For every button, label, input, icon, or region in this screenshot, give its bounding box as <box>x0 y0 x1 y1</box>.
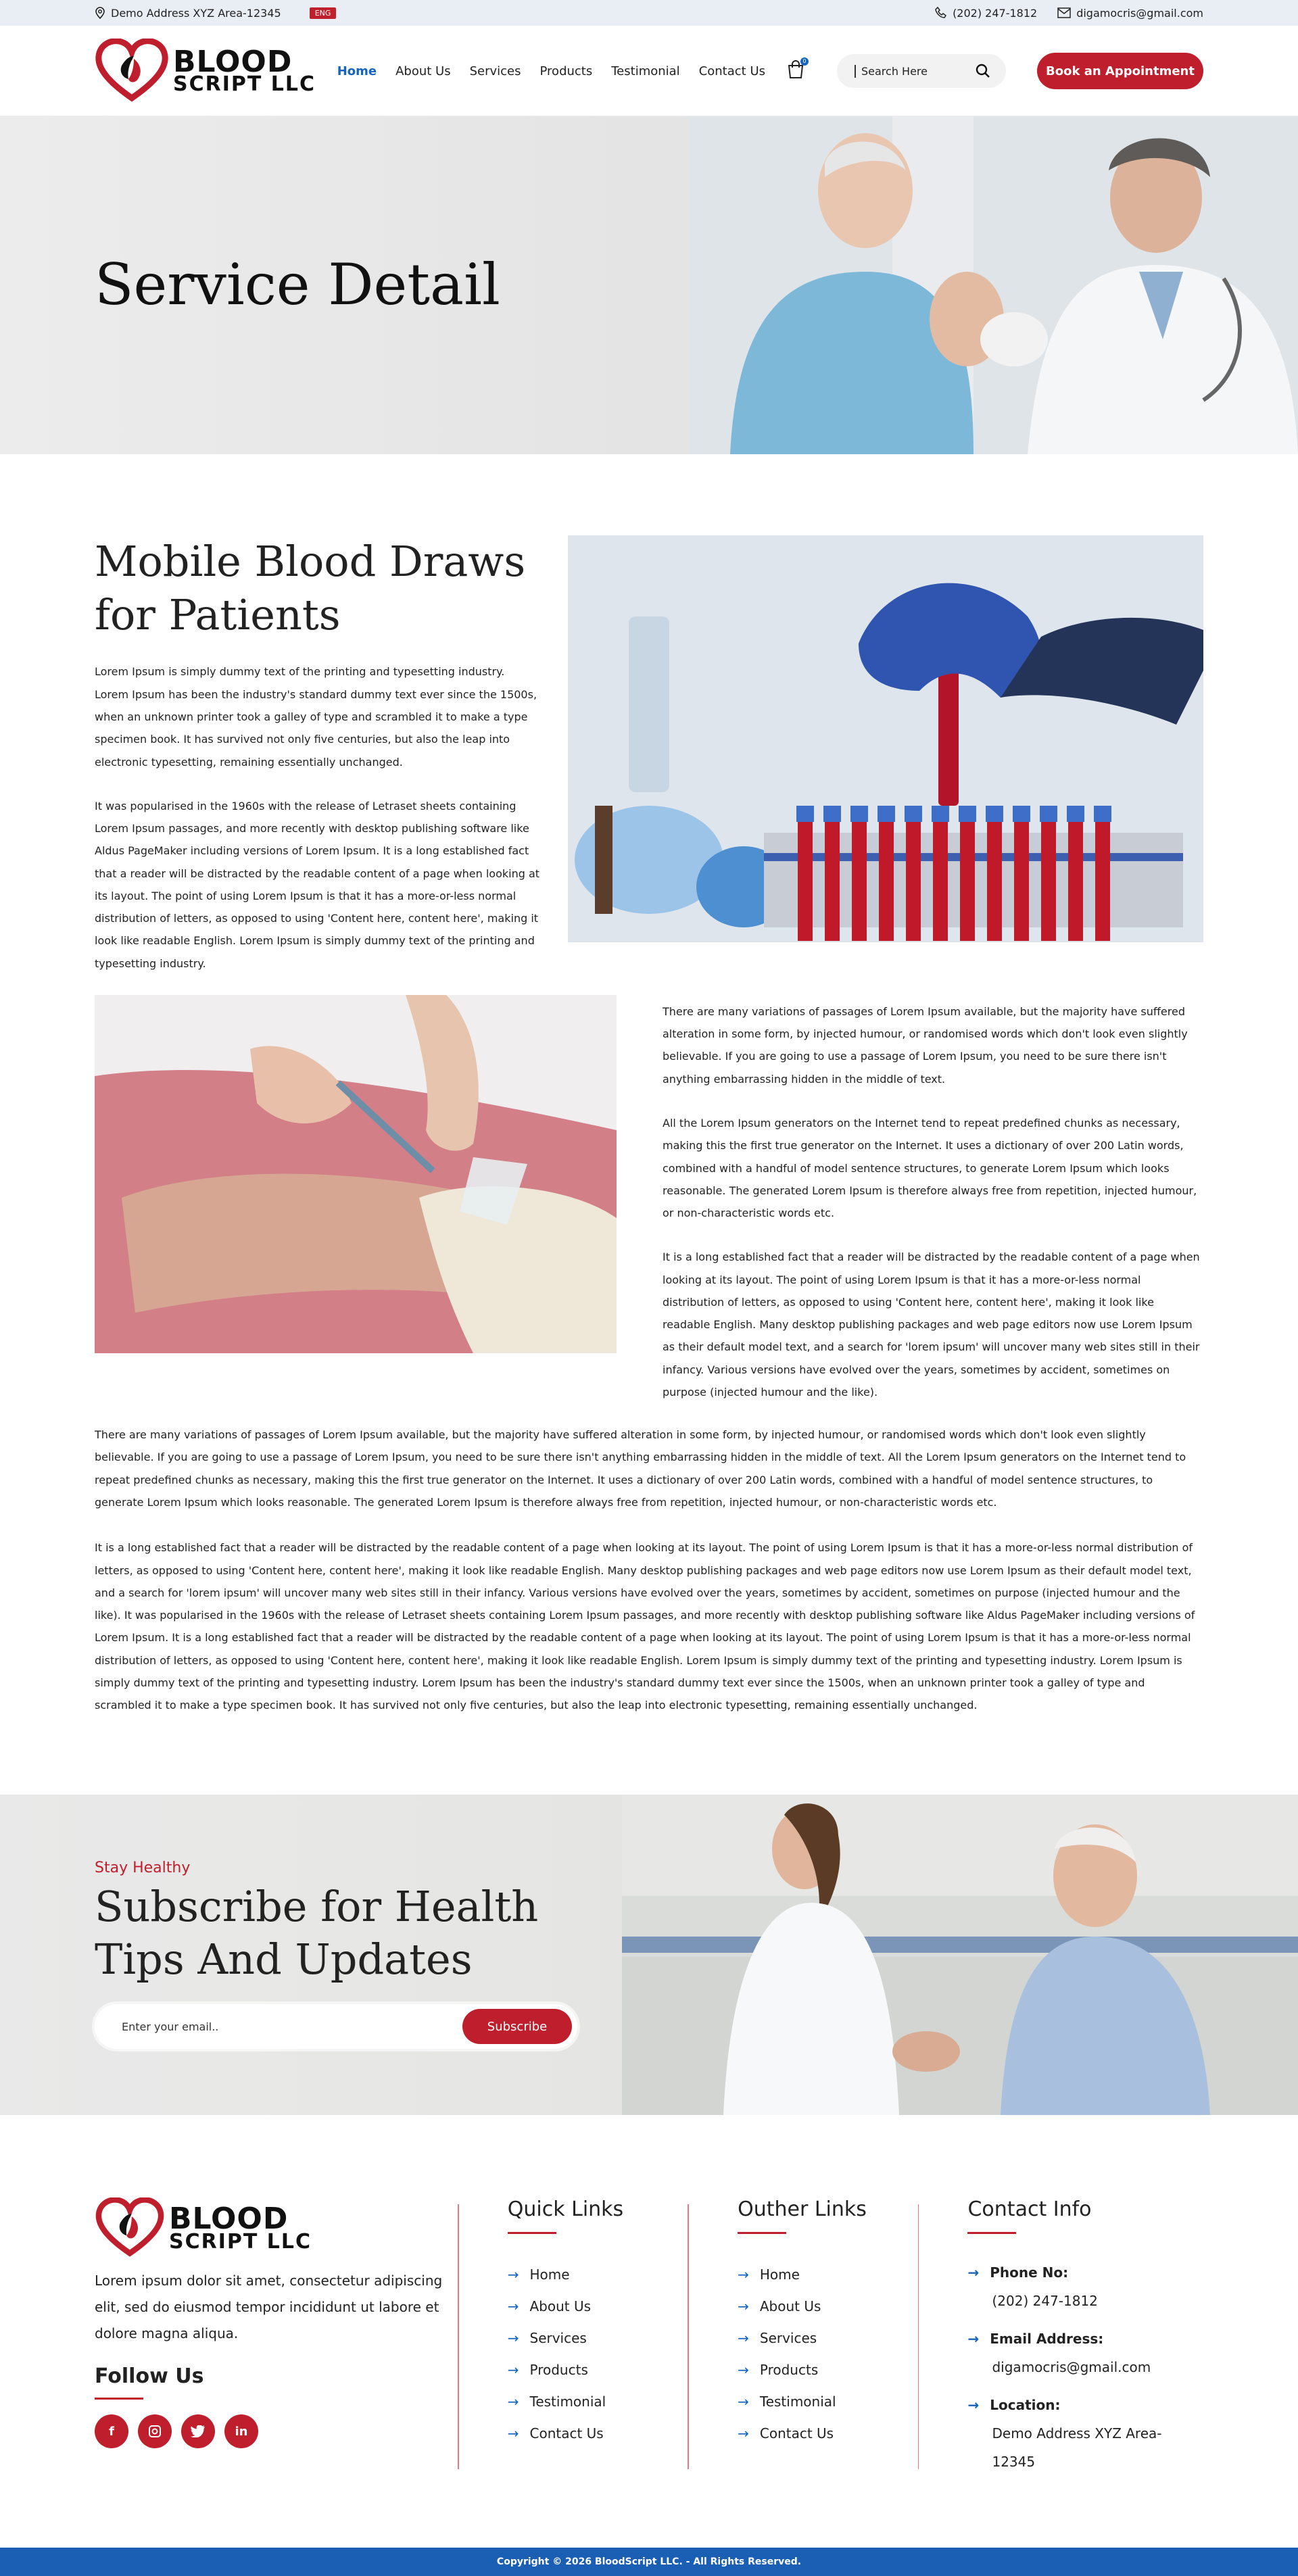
logo-line1: BLOOD <box>173 44 293 79</box>
contact-info <box>967 2258 1203 2471</box>
link-label: Testimonial <box>529 2393 606 2410</box>
title-underline <box>967 2232 1016 2234</box>
arrow-right-icon: → <box>967 2331 980 2348</box>
subscribe-eyebrow: Stay Healthy <box>95 1860 191 1877</box>
contact-info-title: Contact Info <box>967 2197 1092 2222</box>
arrow-right-icon: → <box>738 2425 749 2441</box>
facebook-icon[interactable]: f <box>95 2414 128 2448</box>
arrow-right-icon: → <box>967 2264 980 2281</box>
link-label: Products <box>529 2361 588 2378</box>
arrow-right-icon: → <box>967 2397 980 2414</box>
footer-logo-line2: SCRIPT LLC <box>169 2229 312 2254</box>
nav-services[interactable]: Services <box>469 64 521 78</box>
list-item[interactable] <box>508 2322 688 2354</box>
logo-line2: SCRIPT LLC <box>173 72 316 97</box>
doctor-patient-vaccine-image <box>690 116 1298 454</box>
link-label: Contact Us <box>759 2425 834 2441</box>
main-nav <box>337 53 1203 89</box>
arrow-right-icon: → <box>738 2266 749 2283</box>
list-item[interactable] <box>508 2385 688 2417</box>
footer-logo[interactable] <box>95 2197 458 2258</box>
heart-drop-logo-icon <box>95 2197 165 2258</box>
page-title: Service Detail <box>95 251 500 318</box>
hero-banner <box>0 116 1298 454</box>
email-placeholder: Enter your email.. <box>122 2020 219 2033</box>
nav-contact[interactable]: Contact Us <box>698 64 765 78</box>
doctor-handshake-image <box>622 1795 1298 2115</box>
list-item[interactable] <box>738 2322 917 2354</box>
nav-home[interactable]: Home <box>337 64 377 78</box>
instagram-icon[interactable] <box>138 2414 172 2448</box>
arrow-right-icon: → <box>507 2329 519 2346</box>
list-item[interactable] <box>508 2290 688 2322</box>
arrow-right-icon: → <box>507 2361 519 2378</box>
paragraph-6: There are many variations of passages of Lorem Ipsum available, but the majority have suffered alteration in some form, by injected humour, or randomised words which don't look even slightly believable. If you are going to use a passage of Lorem Ipsum, you need to be sure there isn't anything embarrassing hidden in the middle of text. All the Lorem Ipsum generators on the Internet tend to repeat predefined chunks as necessary, making this the first true generator on the Internet. It uses a dictionary of over 200 Latin words, combined with a handful of model sentence structures, to generate Lorem Ipsum which looks reasonable. The generated Lorem Ipsum is therefore always free from repetition, injected humour, or non-characteristic words etc. <box>95 1428 1186 1509</box>
topbar-address: Demo Address XYZ Area-12345 <box>111 6 281 20</box>
list-item[interactable] <box>738 2290 917 2322</box>
location-value: Demo Address XYZ Area-12345 <box>992 2425 1162 2471</box>
quick-links-list <box>508 2258 688 2449</box>
other-links-list <box>738 2258 917 2449</box>
cart-button[interactable] <box>787 57 807 82</box>
topbar-email[interactable]: digamocris@gmail.com <box>1076 6 1203 20</box>
email-label: Email Address: <box>990 2331 1104 2348</box>
list-item[interactable] <box>508 2258 688 2290</box>
blood-draw-arm-image <box>95 995 617 1353</box>
link-label: Services <box>759 2329 817 2346</box>
service-title: Mobile Blood Draws for Patients <box>95 537 526 639</box>
title-underline <box>95 2398 143 2400</box>
list-item[interactable] <box>738 2385 917 2417</box>
paragraph-4: All the Lorem Ipsum generators on the Internet tend to repeat predefined chunks as necessary, making this the first true generator on the Internet. It uses a dictionary of over 200 Latin words, combined with a handful of model sentence structures, to generate Lorem Ipsum which looks reasonable. The generated Lorem Ipsum is therefore always free from repetition, injected humour, or non-characteristic words etc. <box>663 1116 1197 1220</box>
topbar-phone[interactable]: (202) 247-1812 <box>953 6 1038 20</box>
arrow-right-icon: → <box>507 2266 519 2283</box>
list-item[interactable] <box>738 2417 917 2449</box>
phone-value[interactable]: (202) 247-1812 <box>992 2293 1098 2310</box>
subscribe-button[interactable]: Subscribe <box>462 2009 572 2044</box>
email-field[interactable] <box>95 2004 577 2049</box>
heart-drop-logo-icon <box>95 39 169 103</box>
location-label: Location: <box>990 2397 1061 2414</box>
list-item[interactable] <box>508 2354 688 2385</box>
mail-icon <box>1057 7 1071 18</box>
email-value[interactable]: digamocris@gmail.com <box>992 2359 1151 2376</box>
nav-testimonial[interactable]: Testimonial <box>611 64 680 78</box>
cart-count-badge: 0 <box>800 57 809 66</box>
arrow-right-icon: → <box>738 2361 749 2378</box>
other-links-title: Outher Links <box>738 2197 867 2222</box>
list-item[interactable] <box>738 2354 917 2385</box>
follow-title: Follow Us <box>95 2364 204 2389</box>
link-label: Products <box>759 2361 819 2378</box>
arrow-right-icon: → <box>507 2393 519 2410</box>
paragraph-1: Lorem Ipsum is simply dummy text of the printing and typesetting industry. Lorem Ipsum has been the industry's standard dummy text ever since the 1500s, when an unknown printer took a galley of type and scrambled it to make a type specimen book. It has survived not only five centuries, but also the leap into electronic typesetting, remaining essentially unchanged. <box>95 665 537 769</box>
phone-label: Phone No: <box>990 2264 1069 2281</box>
service-detail-content <box>0 454 1298 1716</box>
book-appointment-button[interactable]: Book an Appointment <box>1037 53 1203 89</box>
paragraph-5: It is a long established fact that a reader will be distracted by the readable content of a page when looking at its layout. The point of using Lorem Ipsum is that it has a more-or-less normal distribution of letters, as opposed to using 'Content here, content here', making it look like readable English. Many desktop publishing packages and web page editors now use Lorem Ipsum as their default model text, and a search for 'lorem ipsum' will uncover many web sites still in their infancy. Various versions have evolved over the years, sometimes by accident, sometimes on purpose (injected humour and the like). <box>663 1250 1200 1399</box>
arrow-right-icon: → <box>507 2298 519 2314</box>
title-underline <box>508 2232 556 2234</box>
list-item[interactable] <box>738 2258 917 2290</box>
list-item[interactable] <box>508 2417 688 2449</box>
arrow-right-icon: → <box>738 2393 749 2410</box>
phone-icon <box>935 7 947 19</box>
link-label: Home <box>759 2266 800 2283</box>
linkedin-icon[interactable]: in <box>224 2414 258 2448</box>
site-footer <box>0 2115 1298 2548</box>
title-underline <box>738 2232 786 2234</box>
search-icon[interactable] <box>975 63 991 79</box>
paragraph-3: There are many variations of passages of Lorem Ipsum available, but the majority have suffered alteration in some form, by injected humour, or randomised words which don't look even slightly believable. If you are going to use a passage of Lorem Ipsum, you need to be sure there isn't anything embarrassing hidden in the middle of text. <box>663 1004 1188 1086</box>
social-links <box>95 2414 458 2448</box>
blood-sample-tubes-image <box>568 535 1203 942</box>
language-selector[interactable]: ENG <box>310 7 337 19</box>
location-pin-icon <box>95 7 105 19</box>
link-label: About Us <box>759 2298 821 2314</box>
link-label: About Us <box>529 2298 592 2314</box>
footer-logo-line1: BLOOD <box>169 2202 289 2237</box>
main-header <box>0 26 1298 116</box>
site-logo[interactable] <box>95 39 316 103</box>
quick-links-title: Quick Links <box>507 2197 624 2222</box>
arrow-right-icon: → <box>738 2298 749 2314</box>
top-bar <box>0 0 1298 26</box>
nav-products[interactable]: Products <box>539 64 593 78</box>
link-label: Testimonial <box>759 2393 836 2410</box>
nav-about[interactable]: About Us <box>395 64 451 78</box>
link-label: Services <box>529 2329 587 2346</box>
paragraph-7: It is a long established fact that a reader will be distracted by the readable content of a page when looking at its layout. The point of using Lorem Ipsum is that it has a more-or-less normal distribution of letters, as opposed to using 'Content here, content here', making it look like readable English. Many desktop publishing packages and web page editors now use Lorem Ipsum as their default model text, and a search for 'lorem ipsum' will uncover many web sites still in their infancy. Various versions have evolved over the years, sometimes by accident, sometimes on purpose (injected humour and the like). It was popularised in the 1960s with the release of Letraset sheets containing Lorem Ipsum passages, and more recently with desktop publishing software like Aldus PageMaker including versions of Lorem Ipsum. It is a long established fact that a reader will be distracted by the readable content of a page when looking at its layout. The point of using Lorem Ipsum is that it has a more-or-less normal distribution of letters, as opposed to using 'Content here, content here', making it look like readable English. Lorem Ipsum is simply dummy text of the printing and typesetting industry. Lorem Ipsum is simply dummy text of the printing and typesetting industry. Lorem Ipsum has been the industry's standard dummy text ever since the 1500s, when an unknown printer took a galley of type and scrambled it to make a type specimen book. It has survived not only five centuries, but also the leap into electronic typesetting, remaining essentially unchanged. <box>95 1541 1195 1712</box>
link-label: Contact Us <box>529 2425 604 2441</box>
arrow-right-icon: → <box>738 2329 749 2346</box>
search-placeholder: Search Here <box>855 65 928 78</box>
link-label: Home <box>529 2266 570 2283</box>
subscribe-section <box>0 1795 1298 2115</box>
search-input[interactable] <box>837 54 1006 88</box>
copyright-bar: Copyright © 2026 BloodScript LLC. - All Rights Reserved. <box>0 2548 1298 2576</box>
paragraph-2: It was popularised in the 1960s with the release of Letraset sheets containing Lorem Ipsum passages, and more recently with desktop publishing software like Aldus PageMaker including versions of Lorem Ipsum. It is a long established fact that a reader will be distracted by the readable content of a page when looking at its layout. The point of using Lorem Ipsum is that it has a more-or-less normal distribution of letters, as opposed to using 'Content here, content here', making it look like readable English. Lorem Ipsum is simply dummy text of the printing and typesetting industry. <box>95 799 540 970</box>
subscribe-title: Subscribe for Health Tips And Updates <box>95 1882 539 1984</box>
twitter-icon[interactable] <box>181 2414 215 2448</box>
arrow-right-icon: → <box>507 2425 519 2441</box>
footer-description: Lorem ipsum dolor sit amet, consectetur adipiscing elit, sed do eiusmod tempor incididunt ut labore et dolore magna aliqua. <box>95 2273 443 2342</box>
